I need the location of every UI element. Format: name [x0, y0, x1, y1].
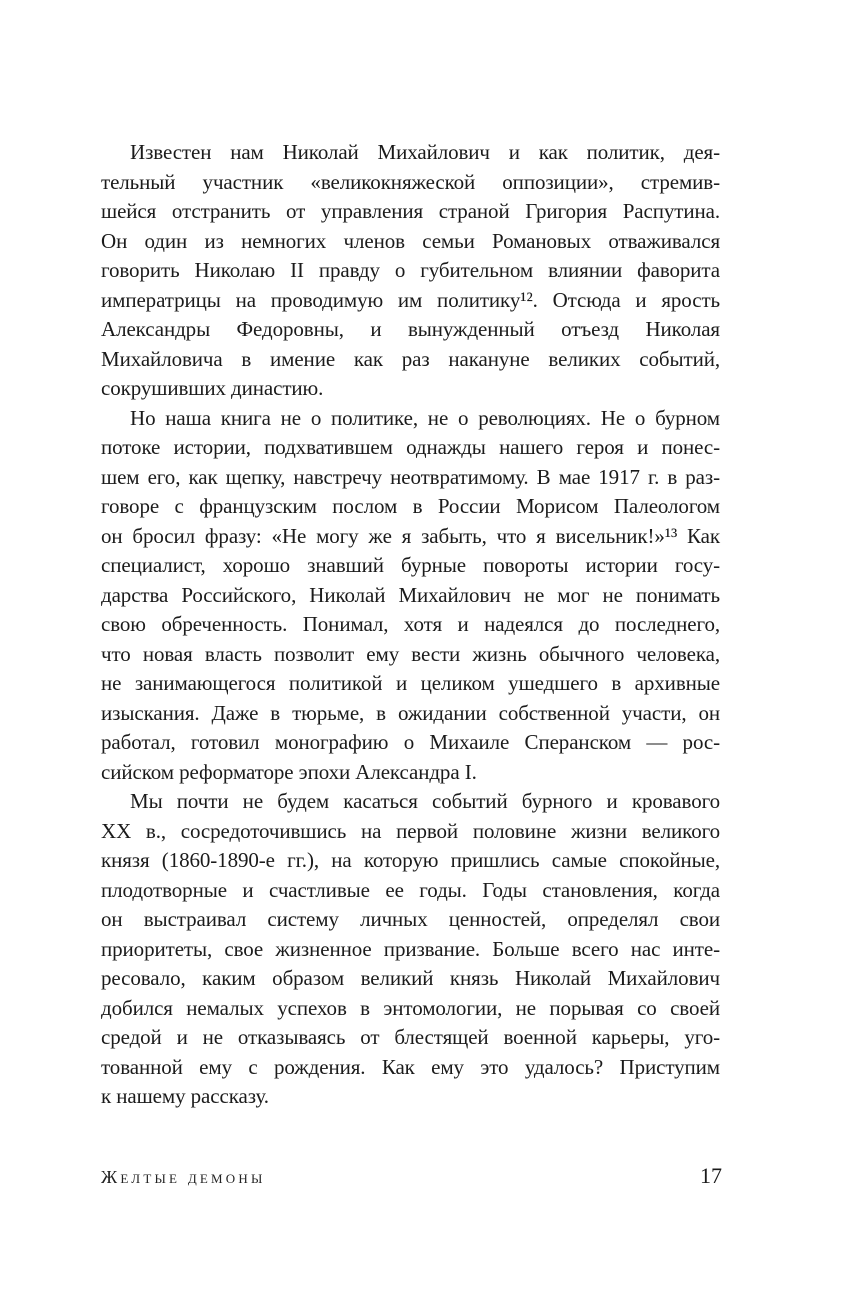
text-line: что новая власть позволит ему вести жизнь обычного человека,	[101, 641, 720, 666]
page-footer	[101, 1163, 722, 1193]
text-line: Известен нам Николай Михайлович и как политик, дея-	[130, 140, 720, 164]
text-line: дарства Российского, Николай Михайлович не мог не понимать	[101, 582, 720, 607]
text-line: средой и не отказываясь от блестящей военной карьеры, уго-	[101, 1025, 720, 1049]
text-line: шем его, как щепку, навстречу неотвратимому. В мае 1917 г. в раз-	[101, 464, 720, 489]
text-line: ресовало, каким образом великий князь Николай Михайлович	[101, 966, 720, 990]
page-number: 17	[700, 1163, 722, 1188]
text-line: Александры Федоровны, и вынужденный отъезд Николая	[101, 317, 720, 341]
text-line: Мы почти не будем касаться событий бурного и кровавого	[130, 789, 720, 813]
text-line: приоритеты, свое жизненное призвание. Больше всего нас инте-	[101, 936, 720, 961]
text-line: к нашему рассказу.	[101, 1084, 269, 1108]
text-line: тованной ему с рождения. Как ему это удалось? Приступим	[101, 1054, 720, 1079]
text-line: он бросил фразу: «Не могу же я забыть, что я висельник!»¹³ Как	[101, 523, 720, 548]
text-line: тельный участник «великокняжеской оппозиции», стремив-	[101, 169, 720, 194]
text-line: работал, готовил монографию о Михаиле Сперанском — рос-	[101, 730, 720, 754]
text-line: Но наша книга не о политике, не о революциях. Не о бурном	[130, 405, 720, 430]
text-line: специалист, хорошо знавший бурные повороты истории госу-	[101, 553, 720, 577]
body-text	[101, 138, 720, 1112]
text-line: шейся отстранить от управления страной Григория Распутина.	[101, 199, 720, 223]
text-line: сокрушивших династию.	[101, 376, 324, 400]
text-line: говорить Николаю II правду о губительном влиянии фаворита	[101, 258, 720, 282]
text-line: добился немалых успехов в энтомологии, не порывая со своей	[101, 995, 720, 1020]
text-line: говоре с французским послом в России Морисом Палеологом	[101, 494, 720, 518]
text-line: князя (1860-1890-е гг.), на которую пришлись самые спокойные,	[101, 848, 720, 872]
text-line: Михайловича в имение как раз накануне великих событий,	[101, 346, 720, 371]
text-line: Он один из немногих членов семьи Романовых отваживался	[101, 228, 720, 253]
text-line: императрицы на проводимую им политику¹². Отсюда и ярость	[101, 287, 720, 312]
text-line: изыскания. Даже в тюрьме, в ожидании собственной участи, он	[101, 700, 720, 725]
text-line: он выстраивал систему личных ценностей, определял свои	[101, 907, 720, 931]
text-line: сийском реформаторе эпохи Александра I.	[101, 759, 477, 784]
text-line: свою обреченность. Понимал, хотя и надеялся до последнего,	[101, 612, 720, 636]
text-line: плодотворные и счастливые ее годы. Годы становления, когда	[101, 877, 720, 902]
running-title: Желтые демоны	[101, 1167, 266, 1187]
text-line: XX в., сосредоточившись на первой половине жизни великого	[101, 818, 720, 843]
text-line: не занимающегося политикой и целиком ушедшего в архивные	[101, 671, 720, 695]
text-line: потоке истории, подхватившем однажды нашего героя и понес-	[101, 435, 720, 459]
